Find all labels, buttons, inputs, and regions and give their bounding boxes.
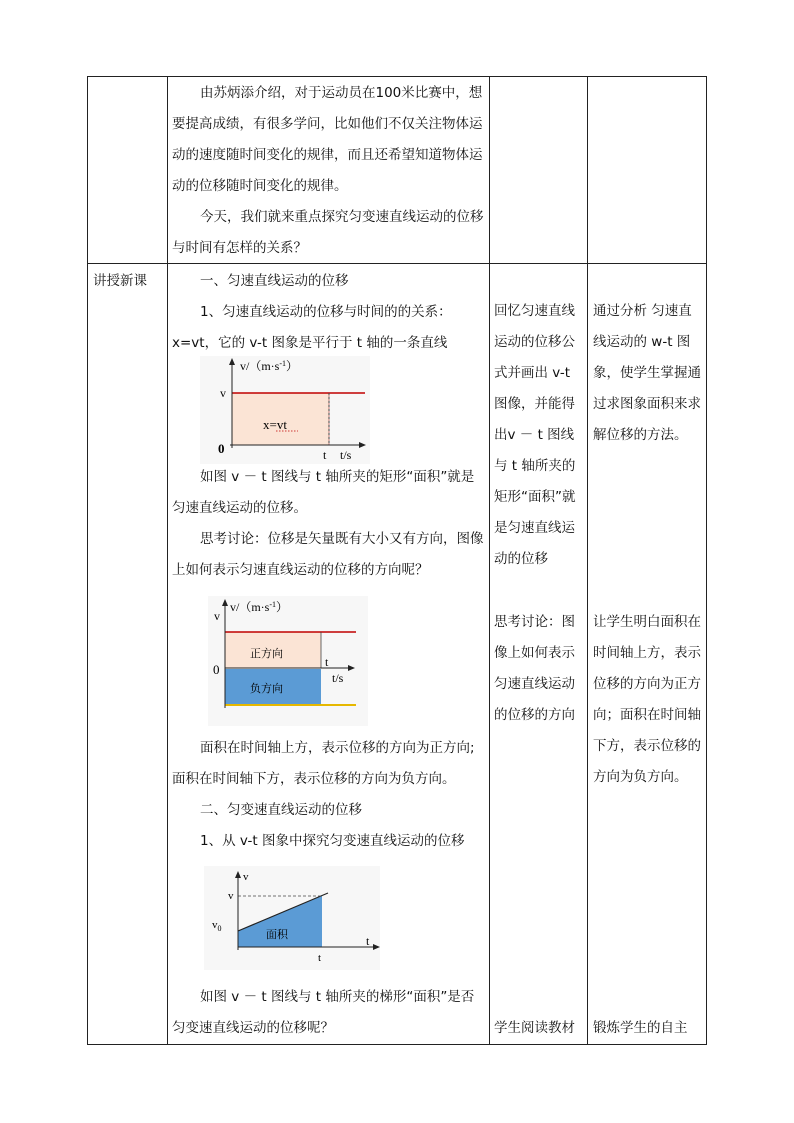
fig1-xlabel: t/s	[340, 448, 352, 462]
design-intent-2: 让学生明白面积在时间轴上方，表示位移的方向为正方向；面积在时间轴下方，表示位移的方向为负方向。	[593, 614, 701, 785]
design-intent-1: 通过分析 匀速直线运动的 w-t 图象，使学生掌握通过求图象面积来求解位移的方法。	[593, 303, 701, 443]
fig3-area-label: 面积	[266, 928, 288, 941]
direction-vt-graph	[208, 596, 368, 726]
fig1-v-label: v	[220, 386, 226, 400]
design-intent-3: 锻炼学生的自主	[593, 1020, 688, 1036]
fig3-v-axis-label: v	[243, 871, 249, 883]
fig1-area-label: x=vt	[263, 417, 287, 432]
table-divider-1	[167, 76, 168, 1045]
table-border-bottom	[87, 1044, 707, 1045]
relation-statement: 1、匀速直线运动的位移与时间的的关系： x=vt，它的 v-t 图象是平行于 t 轴的一条直线	[172, 304, 452, 351]
intro-paragraph: 由苏炳添介绍，对于运动员在100米比赛中，想要提高成绩，有很多学问，比如他们不仅关注物体运动的速度随时间变化的规律，而且还希望知道物体运动的位移随时间变化的规律。	[172, 85, 483, 194]
stage-cell	[93, 266, 165, 297]
fig2-origin: 0	[213, 662, 220, 677]
trapezoid-question-paragraph: 如图 v － t 图线与 t 轴所夹的梯形“面积”是否匀变速直线运动的位移呢？	[172, 989, 475, 1036]
positive-direction-label: 正方向	[250, 647, 283, 660]
fig2-v-axis-label: v	[214, 609, 220, 623]
fig2-t-tick: t	[325, 655, 329, 669]
student-activity-1: 回忆匀速直线运动的位移公式并画出 v-t 图像，并能得出v － t 图线与 t 轴所夹的矩形“面积”就是匀速直线运动的位移	[494, 303, 576, 567]
fig1-ylabel: $v/(m\cdot s^{-1})$	[240, 358, 299, 373]
negative-direction-label: 负方向	[250, 682, 283, 695]
table-divider-2	[489, 76, 490, 1045]
fig3-v-label: v	[228, 890, 234, 902]
heading-uniform-motion: 一、匀速直线运动的位移	[200, 273, 349, 289]
table-border-left	[87, 76, 88, 1045]
fig3-t-axis-label: t	[366, 934, 370, 948]
fig2-xlabel: t/s	[332, 671, 344, 685]
think-discussion-paragraph: 思考讨论：位移是矢量既有大小又有方向，图像上如何表示匀速直线运动的位移的方向呢？	[172, 531, 484, 578]
student-activity-3: 学生阅读教材	[494, 1020, 575, 1036]
fig1-origin: 0	[218, 441, 225, 456]
fig3-t-tick: t	[318, 952, 322, 964]
table-border-right	[706, 76, 707, 1045]
row1-content-cell	[172, 78, 484, 264]
accelerated-vt-graph	[204, 866, 380, 970]
fig2-ylabel: $v/(m\cdot s^{-1})$	[230, 599, 289, 614]
table-border-top	[87, 76, 707, 77]
fig1-t-tick: t	[323, 448, 327, 462]
topic-question: 今天，我们就来重点探究匀变速直线运动的位移与时间有怎样的关系？	[172, 209, 484, 256]
table-divider-3	[587, 76, 588, 1045]
heading-uniformly-accelerated: 二、匀变速直线运动的位移	[200, 802, 362, 818]
uniform-vt-graph	[200, 356, 370, 464]
student-activity-2: 思考讨论：图像上如何表示匀速直线运动的位移的方向	[494, 614, 575, 723]
explore-statement: 1、从 v-t 图象中探究匀变速直线运动的位移	[200, 833, 465, 849]
direction-conclusion-paragraph: 面积在时间轴上方，表示位移的方向为正方向;面积在时间轴下方，表示位移的方向为负方向。	[172, 740, 475, 787]
stage-label: 讲授新课	[93, 273, 147, 289]
fig3-v0-label: $v_0$	[212, 919, 222, 933]
rectangle-area-paragraph: 如图 v － t 图线与 t 轴所夹的矩形“面积”就是匀速直线运动的位移。	[172, 469, 475, 516]
